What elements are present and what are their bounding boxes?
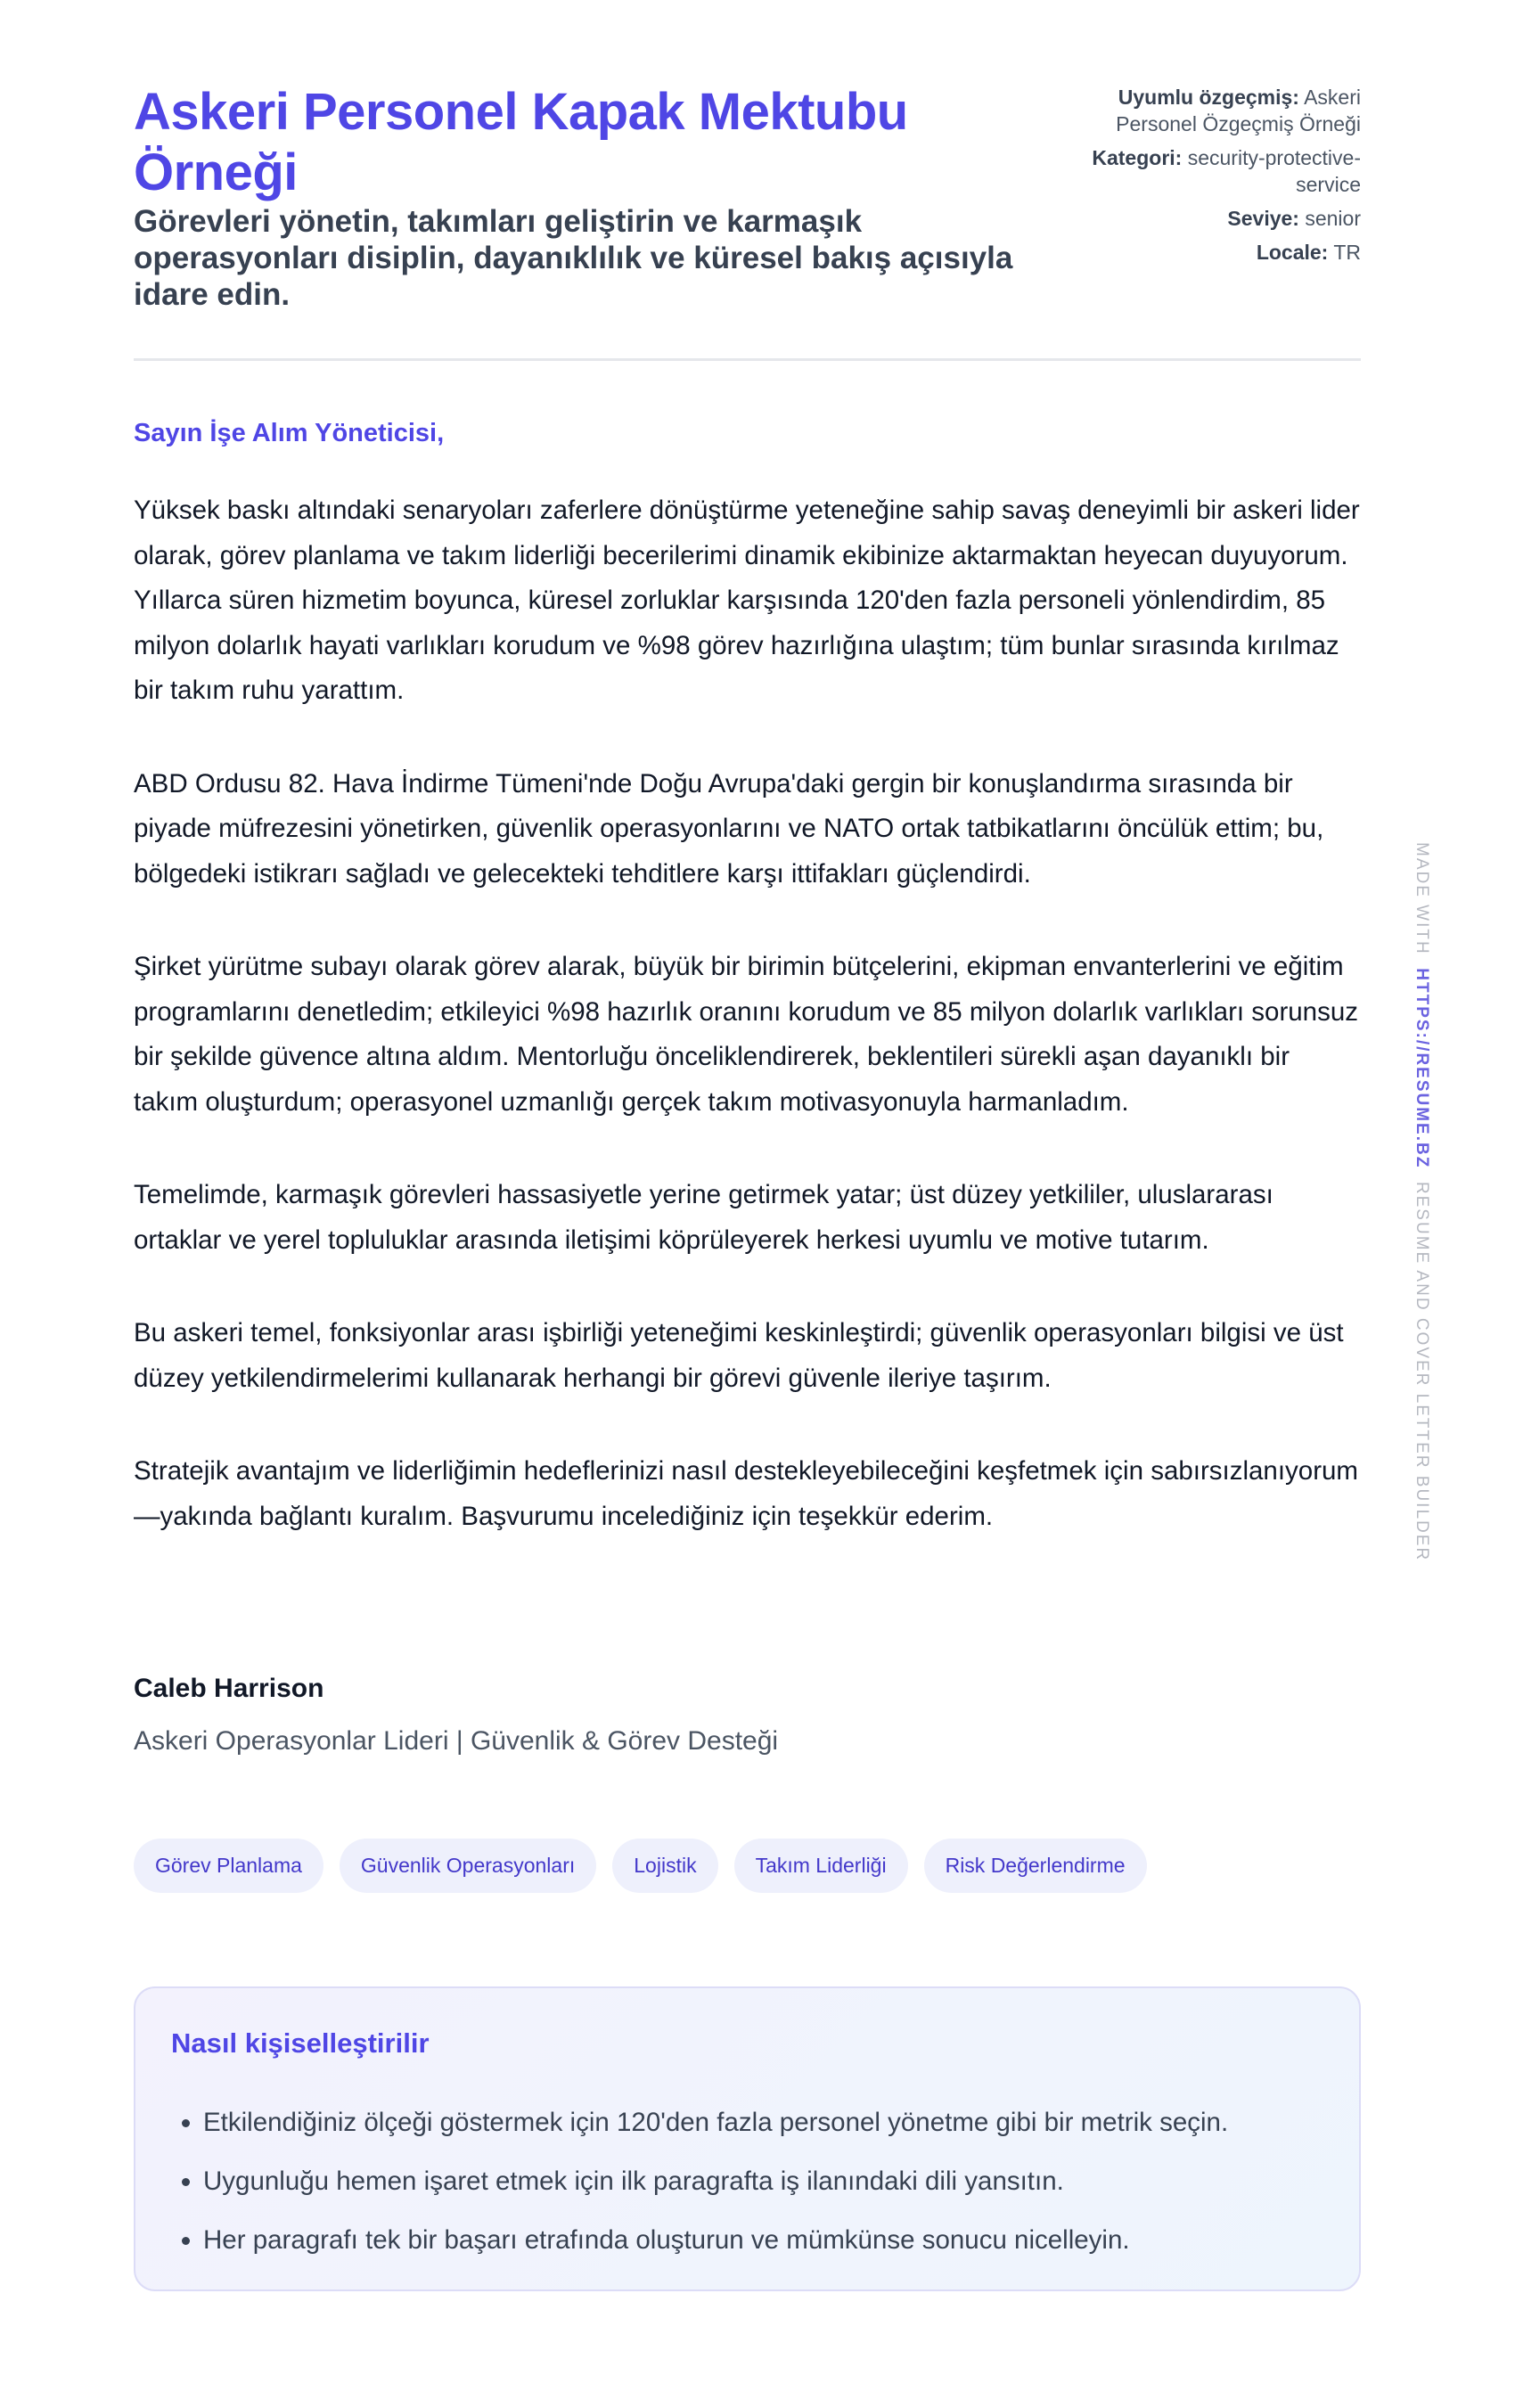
letter-paragraph: Bu askeri temel, fonksiyonlar arası işbirliği yeteneğimi keskinleştirdi; güvenlik operasyonları bilgisi ve üst düzey yetkilendirmelerimi kullanarak herhangi bir görevi güvenle ileriye taşırım. bbox=[134, 1318, 1344, 1393]
tip-item: • Her paragrafı tek bir başarı etrafında oluşturun ve mümkünse sonucu nicelleyin. bbox=[203, 2211, 1228, 2270]
meta-compatible-resume: Uyumlu özgeçmiş: Askeri Personel Özgeçmiş Örneği bbox=[1116, 86, 1361, 135]
customization-tips bbox=[134, 1986, 1361, 2291]
signature-title: Askeri Operasyonlar Lideri | Güvenlik & Görev Desteği bbox=[134, 1726, 779, 1756]
skill-tags bbox=[134, 1839, 1147, 1893]
letter-paragraph: Stratejik avantajım ve liderliğimin hedeflerinizi nasıl destekleyebileceğini keşfetmek için sabırsızlanıyorum—yakında bağlantı kuralım. Başvurumu incelediğiniz için teşekkür ederim. bbox=[134, 1456, 1358, 1531]
page-subtitle: Görevleri yönetin, takımları geliştirin ve karmaşık operasyonları disiplin, dayanıklılık ve küresel bakış açısıyla idare edin. bbox=[134, 204, 1013, 312]
letter-paragraph: Şirket yürütme subayı olarak görev alarak, büyük bir birimin bütçelerini, ekipman envanterlerini ve eğitim programlarını denetledim; etkileyici %98 hazırlık oranını korudum ve 85 milyon dolarlık varlıkları sorunsuz bir şekilde güvence altına aldım. Mentorluğu önceliklendirerek, beklentileri sürekli aşan dayanıklı bir takım oluşturdum; operasyonel uzmanlığı gerçek takım motivasyonuyla harmanladım. bbox=[134, 952, 1358, 1117]
watermark: MADE WITH HTTPS://RESUME.BZ RESUME AND COVER LETTER BUILDER bbox=[1413, 842, 1431, 1562]
page-title: Askeri Personel Kapak Mektubu Örneği bbox=[134, 83, 908, 201]
letter-paragraph: ABD Ordusu 82. Hava İndirme Tümeni'nde Doğu Avrupa'daki gergin bir konuşlandırma sırasında bir piyade müfrezesini yönetirken, güvenlik operasyonlarını ve NATO ortak tatbikatlarını öncülük ettim; bu, bölgedeki istikrarı sağladı ve gelecekteki tehditlere karşı ittifakları güçlendirdi. bbox=[134, 768, 1324, 889]
tip-item: • Uygunluğu hemen işaret etmek için ilk paragrafta iş ilanındaki dili yansıtın. bbox=[203, 2152, 1228, 2211]
letter-paragraph: Temelimde, karmaşık görevleri hassasiyetle yerine getirmek yatar; üst düzey yetkililer, uluslararası ortaklar ve yerel topluluklar arasında iletişimi köprüleyerek herkesi uyumlu ve motive tutarım. bbox=[134, 1180, 1273, 1255]
skill-tag: Takım Liderliği bbox=[734, 1839, 908, 1893]
meta-info bbox=[1067, 84, 1361, 273]
skill-tag: Görev Planlama bbox=[134, 1839, 323, 1893]
signature-name: Caleb Harrison bbox=[134, 1674, 324, 1703]
tips-title: Nasıl kişiselleştirilir bbox=[171, 2027, 430, 2059]
skill-tag: Lojistik bbox=[612, 1839, 717, 1893]
skill-tag: Risk Değerlendirme bbox=[924, 1839, 1147, 1893]
meta-level: Seviye: senior bbox=[1227, 207, 1361, 230]
cover-letter-page bbox=[134, 0, 1361, 2255]
watermark-link[interactable]: HTTPS://RESUME.BZ bbox=[1413, 968, 1431, 1169]
header bbox=[134, 0, 1361, 361]
meta-locale: Locale: TR bbox=[1256, 241, 1361, 264]
tip-item: • Etkilendiğiniz ölçeği göstermek için 120'den fazla personel yönetme gibi bir metrik seçin. bbox=[203, 2093, 1228, 2152]
letter-body bbox=[134, 488, 1361, 1587]
salutation: Sayın İşe Alım Yöneticisi, bbox=[134, 419, 445, 447]
letter-paragraph: Yüksek baskı altındaki senaryoları zaferlere dönüştürme yeteneğine sahip savaş deneyimli bir askeri lider olarak, görev planlama ve takım liderliği becerilerimi dinamik ekibinize aktarmaktan heyecan duyuyorum. Yıllarca süren hizmetim boyunca, küresel zorluklar karşısında 120'den fazla personeli yönlendirdim, 85 milyon dolarlık hayati varlıkları korudum ve %98 görev hazırlığına ulaştım; tüm bunlar sırasında kırılmaz bir takım ruhu yarattım. bbox=[134, 496, 1360, 705]
skill-tag: Güvenlik Operasyonları bbox=[340, 1839, 596, 1893]
tips-list bbox=[171, 2093, 1228, 2270]
meta-category: Kategori: security-protective-service bbox=[1092, 146, 1361, 196]
